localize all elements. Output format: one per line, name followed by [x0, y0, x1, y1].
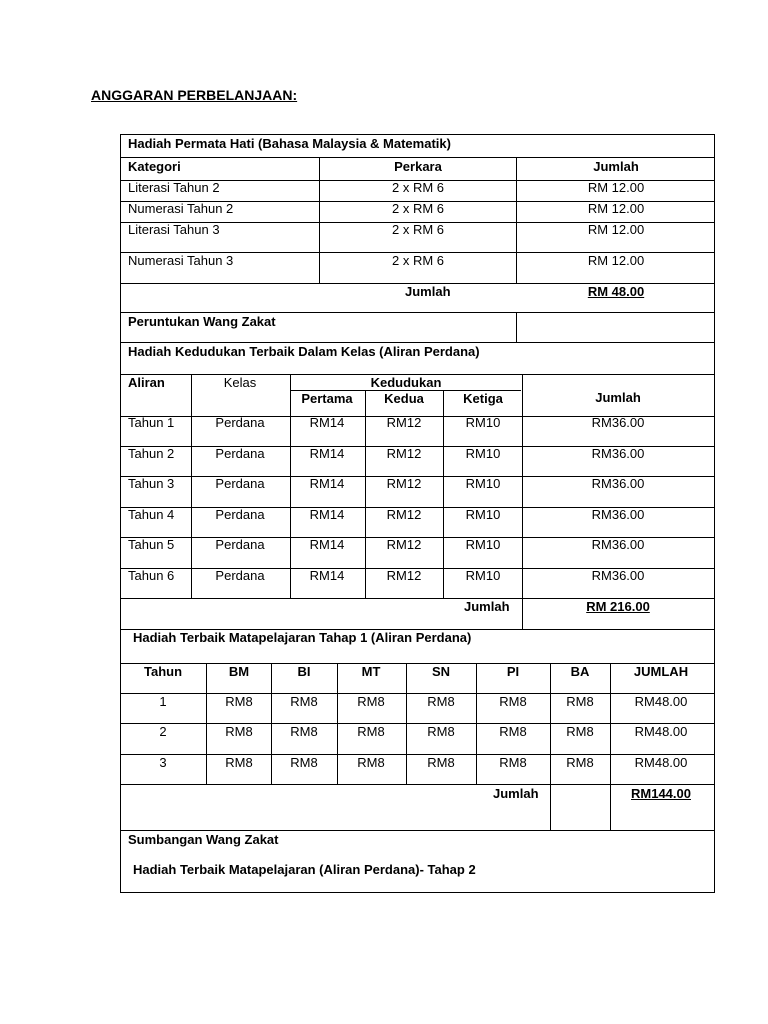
rule: [516, 157, 517, 283]
table-cell: 2 x RM 6: [391, 180, 445, 195]
rule: [206, 663, 207, 784]
rule: [443, 390, 444, 599]
table-cell: RM36.00: [591, 537, 645, 552]
table-cell: RM8: [566, 724, 594, 739]
rule: [337, 663, 338, 784]
page-heading: ANGGARAN PERBELANJAAN:: [91, 87, 298, 103]
table-cell: RM12: [386, 568, 422, 583]
table-cell: Perdana: [215, 537, 265, 552]
section2-title: Hadiah Kedudukan Terbaik Dalam Kelas (Aliran Perdana): [128, 344, 480, 359]
rule: [365, 390, 366, 599]
rule: [319, 157, 320, 283]
table-cell: Literasi Tahun 2: [128, 180, 220, 195]
table-cell: RM10: [465, 568, 501, 583]
table-cell: 2 x RM 6: [391, 222, 445, 237]
table-cell: RM14: [309, 507, 345, 522]
table-cell: 3: [159, 755, 167, 770]
table-cell: Tahun 2: [128, 446, 175, 461]
table-cell: Perdana: [215, 476, 265, 491]
table-cell: RM8: [357, 694, 385, 709]
footer-line2: Hadiah Terbaik Matapelajaran (Aliran Perdana)- Tahap 2: [133, 862, 476, 877]
table-cell: RM12: [386, 537, 422, 552]
rule: [610, 663, 611, 830]
rule: [290, 374, 291, 599]
table-cell: RM10: [465, 415, 501, 430]
rule: [121, 723, 714, 724]
table-cell: Numerasi Tahun 2: [128, 201, 234, 216]
col-header-jumlah: Jumlah: [595, 390, 641, 405]
table-cell: RM10: [465, 507, 501, 522]
table-cell: RM10: [465, 476, 501, 491]
total-label: Jumlah: [493, 786, 539, 801]
table-cell: Perdana: [215, 507, 265, 522]
table-cell: RM36.00: [591, 568, 645, 583]
total-value: RM144.00: [631, 786, 691, 801]
col-header-ketiga: Ketiga: [463, 391, 503, 406]
table-cell: Perdana: [215, 415, 265, 430]
table-cell: Literasi Tahun 3: [128, 222, 220, 237]
rule: [121, 312, 714, 313]
col-header-jumlah: Jumlah: [593, 159, 639, 174]
table-cell: RM12: [386, 507, 422, 522]
table-cell: RM12: [386, 415, 422, 430]
rule: [121, 784, 714, 785]
table-cell: RM36.00: [591, 446, 645, 461]
total-value: RM 48.00: [587, 284, 645, 299]
col-header: MT: [361, 664, 381, 679]
zakat-label: Peruntukan Wang Zakat: [128, 314, 276, 329]
col-header: SN: [431, 664, 451, 679]
table-cell: RM14: [309, 415, 345, 430]
table-cell: RM36.00: [591, 476, 645, 491]
table-cell: Tahun 1: [128, 415, 175, 430]
rule: [121, 157, 714, 158]
table-cell: 1: [159, 694, 167, 709]
total-value: RM 216.00: [586, 599, 650, 614]
col-header: BM: [228, 664, 250, 679]
rule: [121, 830, 714, 831]
table-cell: RM8: [225, 694, 253, 709]
rule: [121, 693, 714, 694]
table-cell: Tahun 6: [128, 568, 175, 583]
table-cell: RM8: [290, 755, 318, 770]
col-header-kategori: Kategori: [128, 159, 181, 174]
table-cell: RM14: [309, 446, 345, 461]
table-cell: RM8: [499, 724, 527, 739]
col-header-kelas: Kelas: [223, 375, 257, 390]
table-cell: RM 12.00: [587, 253, 645, 268]
table-cell: RM8: [427, 724, 455, 739]
rule: [191, 374, 192, 599]
table-cell: 2 x RM 6: [391, 253, 445, 268]
rule: [121, 342, 714, 343]
section1-title: Hadiah Permata Hati (Bahasa Malaysia & Matematik): [128, 136, 451, 151]
col-header-kedua: Kedua: [384, 391, 424, 406]
table-cell: 2: [159, 724, 167, 739]
table-cell: Numerasi Tahun 3: [128, 253, 234, 268]
rule: [522, 374, 523, 629]
table-cell: RM8: [566, 755, 594, 770]
table-cell: RM12: [386, 446, 422, 461]
table-cell: RM8: [566, 694, 594, 709]
table-cell: Tahun 3: [128, 476, 175, 491]
col-header-perkara: Perkara: [394, 159, 442, 174]
table-cell: Perdana: [215, 568, 265, 583]
rule: [271, 663, 272, 784]
table-cell: RM48.00: [634, 724, 688, 739]
total-label: Jumlah: [405, 284, 451, 299]
col-header: BA: [570, 664, 590, 679]
rule: [406, 663, 407, 784]
rule: [550, 663, 551, 830]
col-header: JUMLAH: [633, 664, 689, 679]
table-cell: RM 12.00: [587, 222, 645, 237]
table-cell: RM8: [290, 694, 318, 709]
table-cell: RM8: [427, 755, 455, 770]
table-cell: RM8: [427, 694, 455, 709]
table-cell: RM 12.00: [587, 201, 645, 216]
table-cell: RM 12.00: [587, 180, 645, 195]
table-cell: RM8: [357, 724, 385, 739]
section3-title: Hadiah Terbaik Matapelajaran Tahap 1 (Aliran Perdana): [133, 630, 472, 645]
table-cell: 2 x RM 6: [391, 201, 445, 216]
table-cell: Perdana: [215, 446, 265, 461]
rule: [121, 663, 714, 664]
table-cell: RM8: [225, 724, 253, 739]
col-header: BI: [297, 664, 311, 679]
table-cell: Tahun 4: [128, 507, 175, 522]
table-cell: RM8: [225, 755, 253, 770]
col-header: PI: [506, 664, 520, 679]
table-cell: RM36.00: [591, 507, 645, 522]
table-cell: Tahun 5: [128, 537, 175, 552]
table-cell: RM8: [357, 755, 385, 770]
table-cell: RM14: [309, 476, 345, 491]
table-cell: RM8: [499, 694, 527, 709]
budget-table: [120, 134, 715, 893]
table-cell: RM12: [386, 476, 422, 491]
col-header-kedudukan: Kedudukan: [370, 375, 442, 390]
table-cell: RM48.00: [634, 694, 688, 709]
table-cell: RM8: [499, 755, 527, 770]
col-header-pertama: Pertama: [301, 391, 353, 406]
footer-line1: Sumbangan Wang Zakat: [128, 832, 279, 847]
rule: [476, 663, 477, 784]
total-label: Jumlah: [464, 599, 510, 614]
col-header: Tahun: [143, 664, 183, 679]
table-cell: RM14: [309, 537, 345, 552]
table-cell: RM8: [290, 724, 318, 739]
table-cell: RM10: [465, 446, 501, 461]
col-header-aliran: Aliran: [128, 375, 165, 390]
table-cell: RM36.00: [591, 415, 645, 430]
rule: [121, 754, 714, 755]
table-cell: RM10: [465, 537, 501, 552]
table-cell: RM48.00: [634, 755, 688, 770]
table-cell: RM14: [309, 568, 345, 583]
rule: [516, 312, 517, 342]
